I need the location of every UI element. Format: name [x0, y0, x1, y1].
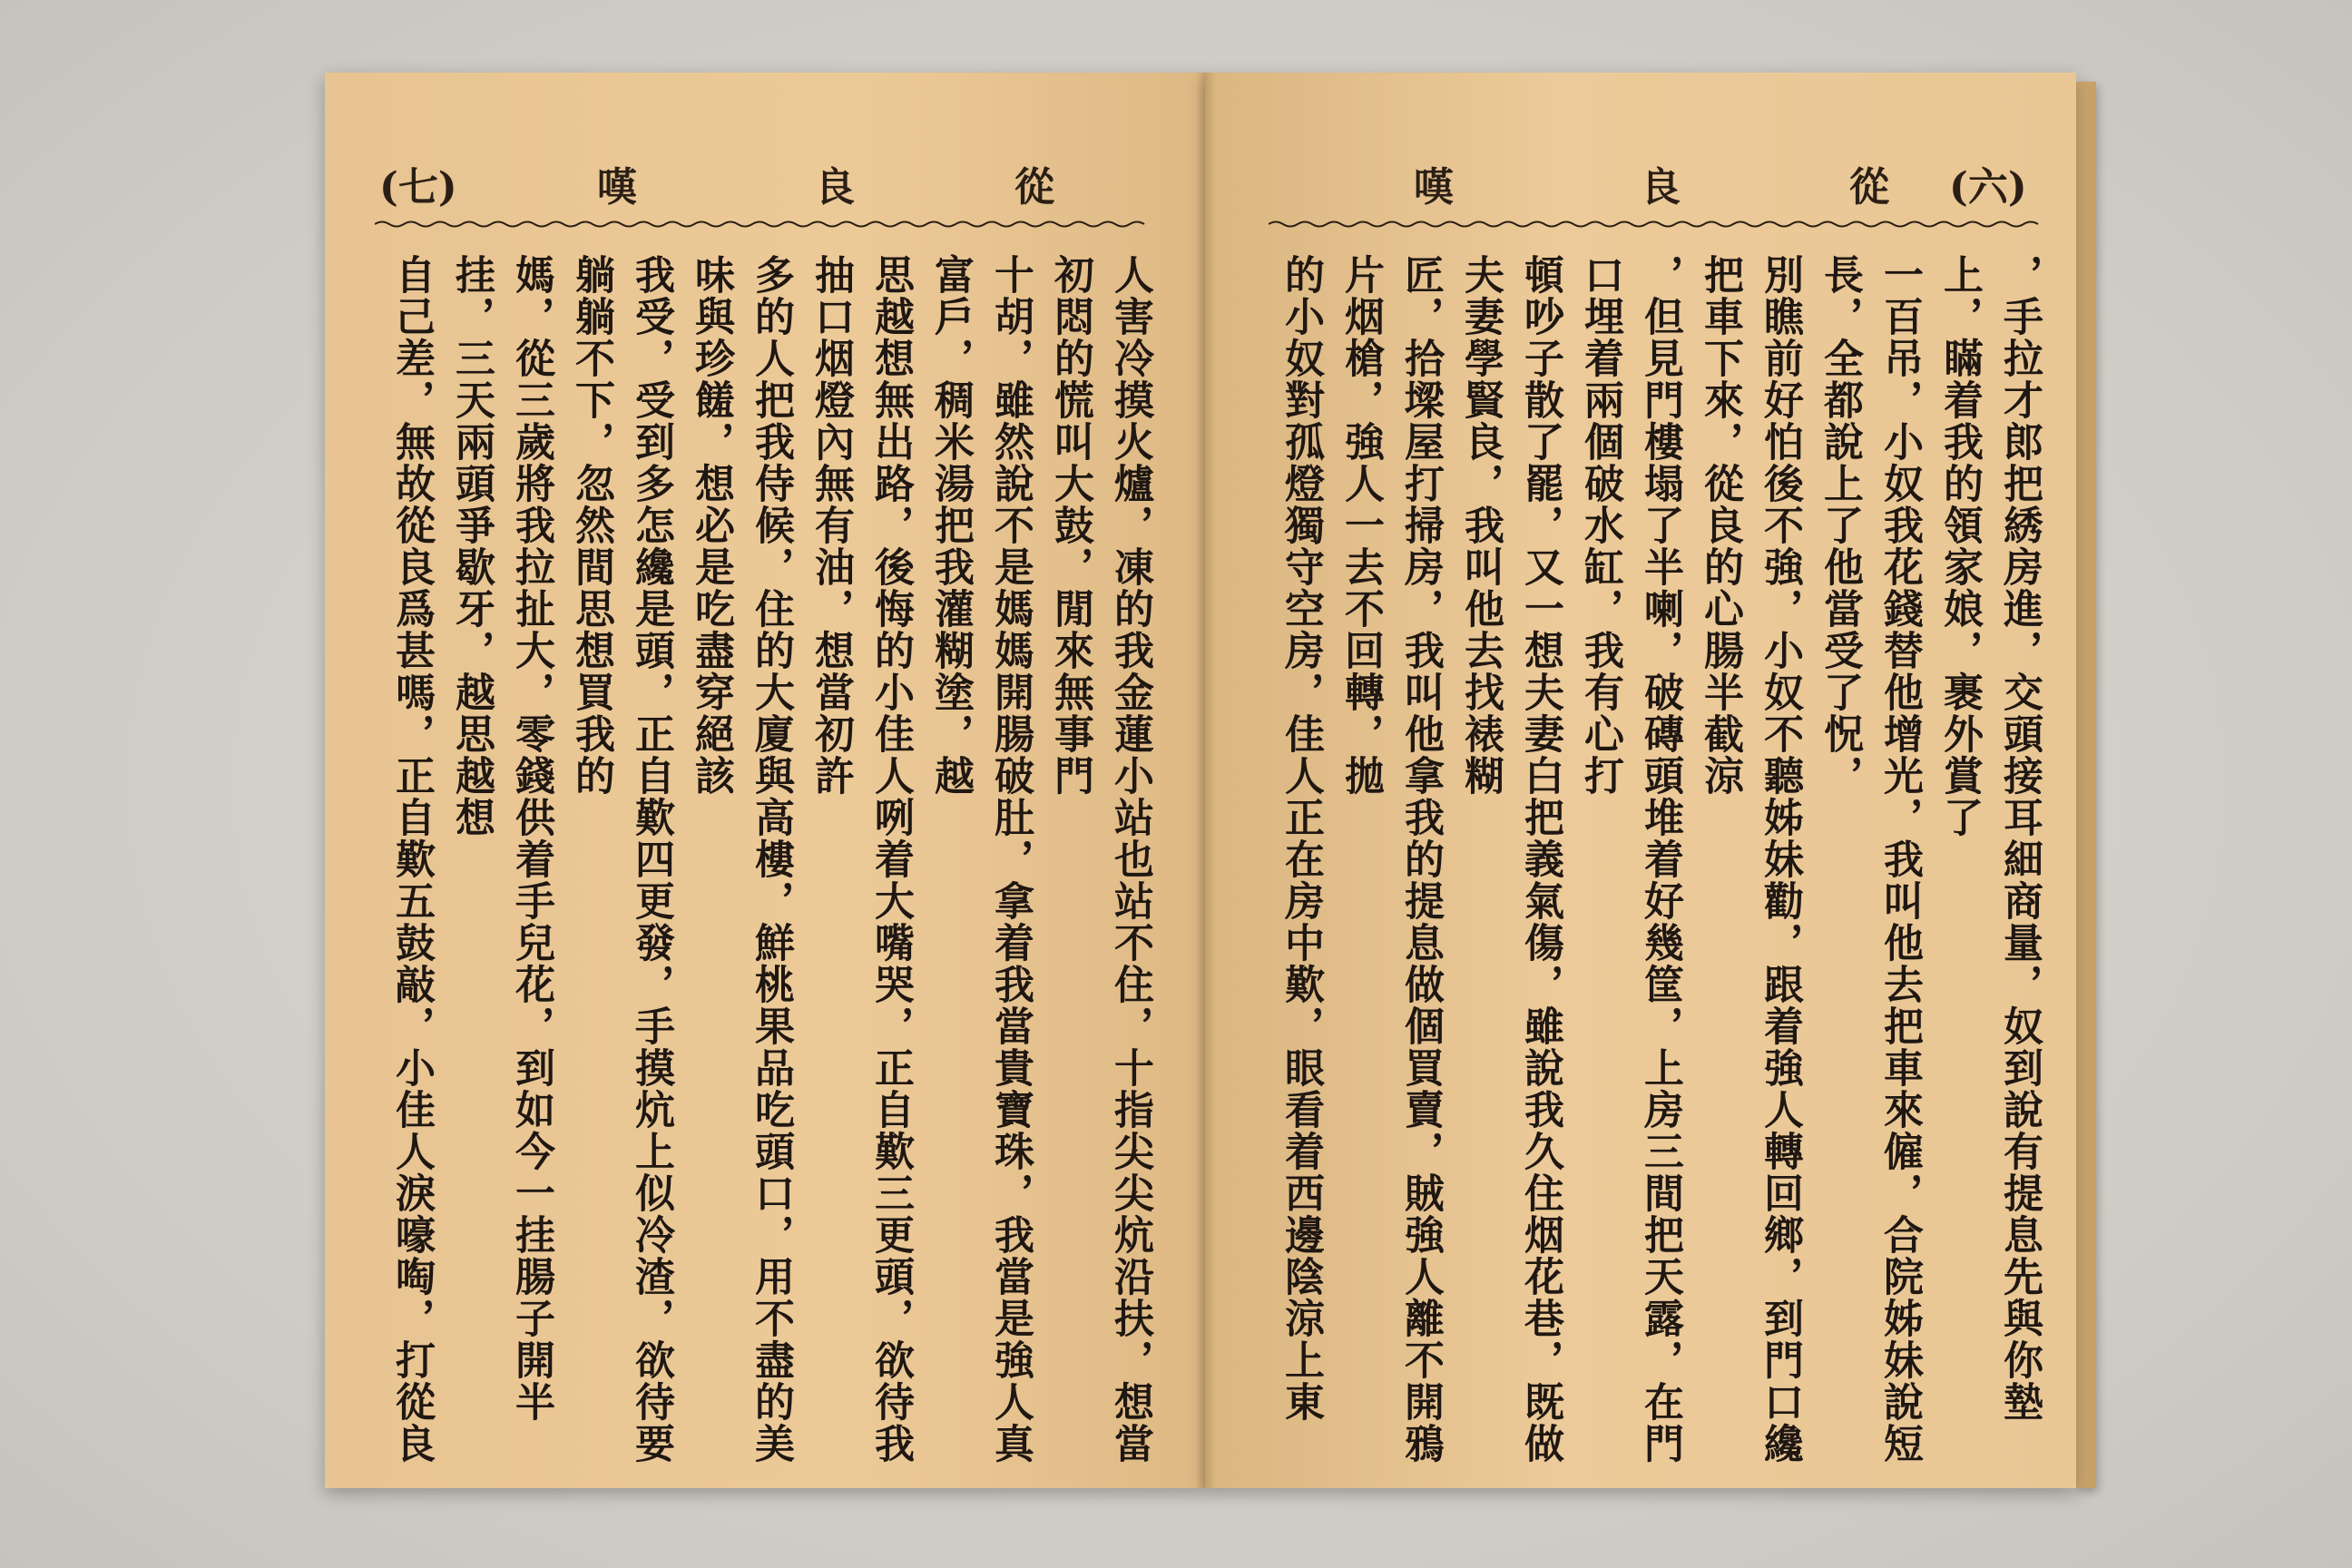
text-column: 十胡，雖然說不是媽媽開腸破肚，拿着我當貴寶珠，我當是強人真富戶，稠米湯把我灌糊塗，越	[927, 254, 1034, 1465]
text-column: 別瞧前好怕後不強，小奴不聽姊妹勸，跟着強人轉回鄉，到門口纔把車下來，從良的心腸半截涼	[1697, 254, 1803, 1465]
open-booklet	[318, 73, 2096, 1515]
text-column: 媽，從三歲將我拉扯大，零錢供着手兒花，到如今一挂腸子開半挂，三天兩頭爭歇牙，越思越想	[448, 254, 554, 1423]
header-rule	[375, 218, 1151, 230]
title-char-1: 從	[1014, 164, 1054, 211]
text-column: 頓吵子散了罷，又一想夫妻白把義氣傷，雖說我久住烟花巷，既做夫妻學賢良，我叫他去找裱糊	[1457, 254, 1563, 1465]
page-number: (六)	[1949, 164, 2027, 211]
text-column: 匠，拾墚屋打掃房，我叫他拿我的提息做個買賣，賊強人離不開鴉片烟槍，強人一去不回轉，拋	[1338, 254, 1444, 1465]
text-column: 的小奴對孤燈獨守空房，佳人正在房中歎，眼看着西邊陰涼上東	[1278, 254, 1324, 1423]
title-char-1: 從	[1849, 164, 1889, 211]
left-page	[325, 73, 1205, 1488]
text-column: 我受，受到多怎纔是頭，正自歎四更發，手摸炕上似冷渣，欲待要躺躺不下，忽然間思想買我的	[568, 254, 674, 1465]
text-column: ，但見門樓塌了半喇，破磚頭堆着好幾筐，上房三間把天露，在門口埋着兩個破水缸，我有心打	[1577, 254, 1683, 1465]
right-page-header	[1269, 154, 2040, 209]
text-column: ，手拉才郎把綉房進，交頭接耳細商量，奴到說有提息先與你墊上，瞞着我的領家娘，裹外賞了	[1936, 254, 2043, 1423]
book-gutter	[1196, 73, 1216, 1488]
right-page	[1205, 73, 2076, 1488]
left-page-body	[379, 254, 1160, 1470]
text-column: 多的人把我侍候，住的大廈與高樓，鮮桃果品吃頭口，用不盡的美味與珍饈，想必是吃盡穿絕該	[688, 254, 794, 1465]
text-column: 自己差，無故從良爲甚嗎，正自歎五鼓敲，小佳人淚嚎啕，打從良	[388, 254, 435, 1465]
right-page-body	[1269, 254, 2049, 1470]
text-column: 人害冷摸火爐，凍的我金蓮小站也站不住，十指尖尖炕沿扶，想當初悶的慌叫大鼓，閒來無事門	[1047, 254, 1153, 1465]
title-char-3: 嘆	[1414, 164, 1454, 211]
text-column: 一百吊，小奴我花錢替他增光，我叫他去把車來僱，合院姊妹說短長，全都說上了他當受了怳，	[1817, 254, 1923, 1465]
title-char-3: 嘆	[597, 164, 637, 211]
title-char-2: 良	[1641, 164, 1681, 211]
left-page-header	[379, 154, 1151, 209]
header-rule	[1269, 218, 2044, 230]
text-column: 思越想無出路，後悔的小佳人咧着大嘴哭，正自歎三更頭，欲待我抽口烟燈內無有油，想當初許	[808, 254, 914, 1465]
title-char-2: 良	[815, 164, 855, 211]
page-number: (七)	[379, 164, 457, 211]
page-edge	[2076, 82, 2096, 1488]
